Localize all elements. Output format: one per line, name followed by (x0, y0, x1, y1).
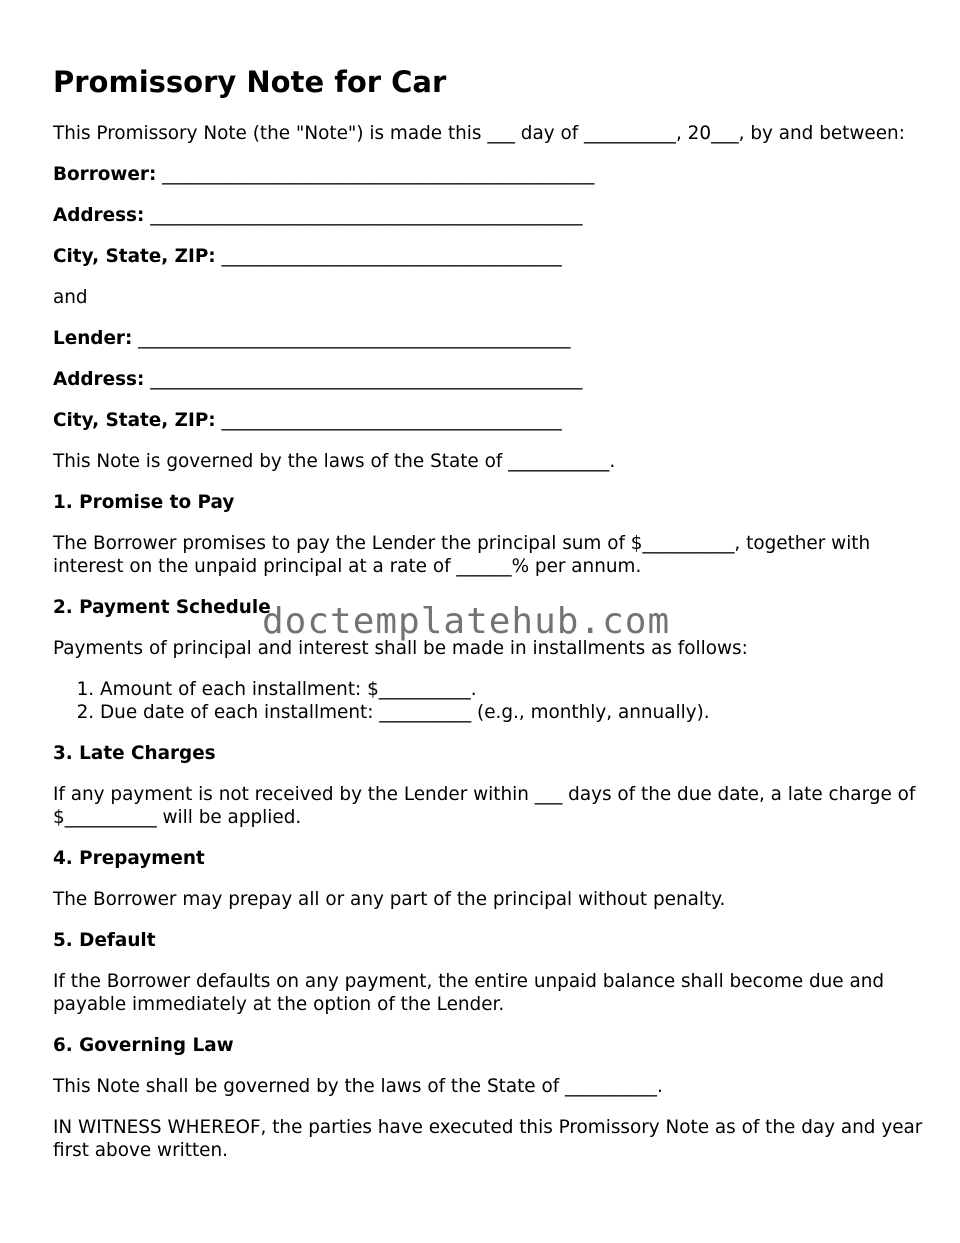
borrower-address-line (53, 204, 923, 227)
witness-paragraph: IN WITNESS WHEREOF, the parties have executed this Promissory Note as of the day and year first above written. (53, 1117, 923, 1161)
schedule-list (53, 678, 923, 724)
lender-city-line (53, 409, 923, 432)
watermark: doctemplatehub.com (262, 601, 671, 642)
borrower-city-blank: _____________________________________ (215, 246, 562, 267)
lender-address-label: Address: (53, 369, 145, 390)
section-body-law: This Note shall be governed by the laws of the State of __________. (53, 1076, 663, 1097)
section-body-late: If any payment is not received by the Lender within ___ days of the due date, a late charge of $__________ will be applied. (53, 784, 916, 828)
section-heading-prepayment: 4. Prepayment (53, 848, 205, 869)
section-heading-late: 3. Late Charges (53, 743, 216, 764)
document-page (53, 64, 923, 1180)
borrower-name-blank: _______________________________________________ (156, 164, 595, 185)
section-heading-schedule: 2. Payment Schedule (53, 597, 271, 618)
section-heading-default: 5. Default (53, 930, 156, 951)
document-title: Promissory Note for Car (53, 65, 447, 99)
borrower-address-label: Address: (53, 205, 145, 226)
section-body-prepayment: The Borrower may prepay all or any part of the principal without penalty. (53, 889, 726, 910)
lender-address-line (53, 368, 923, 391)
lender-name-line (53, 327, 923, 350)
borrower-address-blank: _______________________________________________ (144, 205, 583, 226)
lender-name-label: Lender: (53, 328, 133, 349)
list-item: 2. Due date of each installment: __________ (e.g., monthly, annually). (100, 701, 923, 724)
section-heading-promise: 1. Promise to Pay (53, 492, 235, 513)
borrower-city-label: City, State, ZIP: (53, 246, 216, 267)
governed-intro-paragraph: This Note is governed by the laws of the State of ___________. (53, 451, 616, 472)
borrower-name-line (53, 163, 923, 186)
borrower-name-label: Borrower: (53, 164, 157, 185)
lender-name-blank: _______________________________________________ (132, 328, 571, 349)
borrower-city-line (53, 245, 923, 268)
section-heading-law: 6. Governing Law (53, 1035, 234, 1056)
section-body-default: If the Borrower defaults on any payment, the entire unpaid balance shall become due and payable immediately at the option of the Lender. (53, 971, 885, 1015)
section-body-schedule: Payments of principal and interest shall be made in installments as follows: (53, 638, 748, 659)
lender-city-label: City, State, ZIP: (53, 410, 216, 431)
list-item: 1. Amount of each installment: $__________. (100, 678, 923, 701)
lender-address-blank: _______________________________________________ (144, 369, 583, 390)
and-text: and (53, 287, 88, 308)
intro-paragraph: This Promissory Note (the "Note") is made this ___ day of __________, 20___, by and between: (53, 123, 905, 144)
section-body-promise: The Borrower promises to pay the Lender the principal sum of $__________, together with interest on the unpaid principal at a rate of ______% per annum. (53, 533, 871, 577)
lender-city-blank: _____________________________________ (215, 410, 562, 431)
